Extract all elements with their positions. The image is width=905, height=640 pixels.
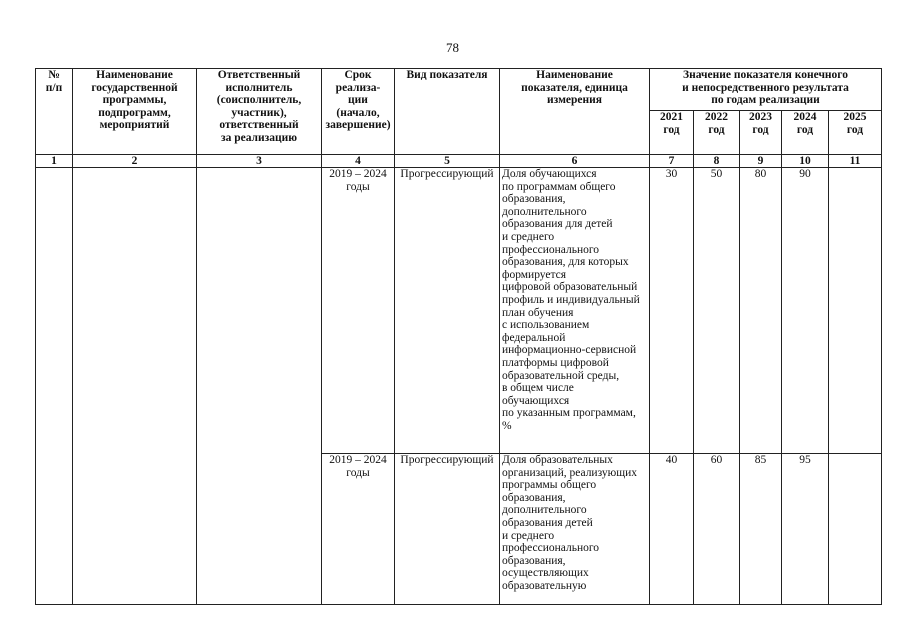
cell-value-2022: 60 xyxy=(694,454,740,605)
column-number: 8 xyxy=(694,155,740,168)
cell-period: 2019 – 2024 годы xyxy=(322,454,395,605)
column-number: 9 xyxy=(740,155,782,168)
column-number: 1 xyxy=(36,155,73,168)
cell-indicator-name: Доля обучающихся по программам общего образования, дополнительного образования для детей и среднего профессионального образования, для которых формируется цифровой образовательный профиль и индивидуальный план обучения с использованием федеральной информационно-сервисной платформы цифровой образовательной среды, в общем числе обучающихся по указанным программам, % xyxy=(500,168,650,454)
column-number: 4 xyxy=(322,155,395,168)
cell-indicator-type: Прогрессирующий xyxy=(395,168,500,454)
header-number: № п/п xyxy=(36,69,73,155)
column-number: 2 xyxy=(73,155,197,168)
page-number: 78 xyxy=(446,40,459,55)
header-year-2021: 2021 год xyxy=(650,110,694,154)
cell-program-empty xyxy=(73,168,197,605)
header-year-2024: 2024 год xyxy=(782,110,829,154)
cell-value-2023: 80 xyxy=(740,168,782,454)
header-executor: Ответственный исполнитель (соисполнитель, участник), ответственный за реализацию xyxy=(197,69,322,155)
header-period: Срок реализа- ции (начало, завершение) xyxy=(322,69,395,155)
column-numbers-row xyxy=(36,155,882,168)
header-program-name: Наименование государственной программы, подпрограмм, мероприятий xyxy=(73,69,197,155)
cell-indicator-name: Доля образовательных организаций, реализующих программы общего образования, дополнительного образования детей и среднего профессионального образования, осуществляющих образовательную xyxy=(500,454,650,605)
column-number: 3 xyxy=(197,155,322,168)
cell-value-2024: 95 xyxy=(782,454,829,605)
header-year-2022: 2022 год xyxy=(694,110,740,154)
header-indicator-type: Вид показателя xyxy=(395,69,500,155)
cell-period: 2019 – 2024 годы xyxy=(322,168,395,454)
column-number: 5 xyxy=(395,155,500,168)
cell-value-2021: 40 xyxy=(650,454,694,605)
cell-number-empty xyxy=(36,168,73,605)
column-number: 7 xyxy=(650,155,694,168)
cell-indicator-type: Прогрессирующий xyxy=(395,454,500,605)
cell-value-2021: 30 xyxy=(650,168,694,454)
header-values-group: Значение показателя конечного и непосредственного результата по годам реализации xyxy=(650,69,882,111)
column-number: 6 xyxy=(500,155,650,168)
header-indicator-name: Наименование показателя, единица измерения xyxy=(500,69,650,155)
header-year-2025: 2025 год xyxy=(829,110,882,154)
header-year-2023: 2023 год xyxy=(740,110,782,154)
cell-value-2022: 50 xyxy=(694,168,740,454)
table-row xyxy=(36,168,882,454)
cell-executor-empty xyxy=(197,168,322,605)
cell-value-2024: 90 xyxy=(782,168,829,454)
cell-value-2023: 85 xyxy=(740,454,782,605)
column-number: 11 xyxy=(829,155,882,168)
cell-value-2025 xyxy=(829,454,882,605)
cell-value-2025 xyxy=(829,168,882,454)
column-number: 10 xyxy=(782,155,829,168)
indicators-table xyxy=(35,68,882,605)
